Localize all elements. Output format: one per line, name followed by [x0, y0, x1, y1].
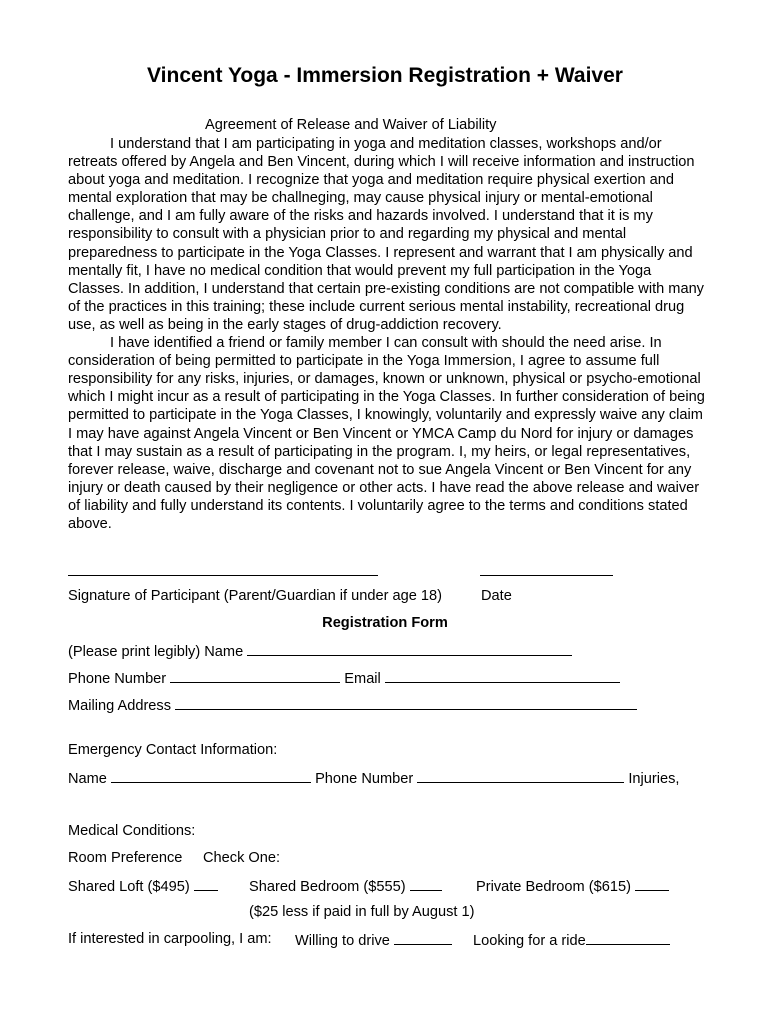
looking-ride-label: Looking for a ride — [473, 933, 586, 949]
date-label: Date — [481, 588, 512, 604]
private-bedroom-checkbox[interactable] — [635, 877, 669, 891]
check-one-label: Check One: — [203, 850, 281, 866]
looking-ride-option — [473, 931, 670, 949]
emergency-heading: Emergency Contact Information: — [68, 742, 278, 758]
phone-field[interactable] — [170, 669, 340, 683]
private-bedroom-option — [476, 877, 669, 895]
email-field[interactable] — [385, 669, 620, 683]
shared-bedroom-option — [249, 877, 442, 895]
waiver-body — [68, 135, 708, 533]
mailing-row — [68, 696, 637, 714]
signature-line[interactable] — [68, 575, 378, 576]
willing-drive-field[interactable] — [394, 931, 452, 945]
shared-loft-checkbox[interactable] — [194, 877, 218, 891]
medical-label: Medical Conditions: — [68, 823, 196, 839]
mailing-field[interactable] — [175, 696, 637, 710]
looking-ride-field[interactable] — [586, 931, 670, 945]
emergency-phone-label: Phone Number — [315, 771, 414, 787]
registration-title: Registration Form — [322, 615, 448, 631]
phone-email-row — [68, 669, 620, 687]
shared-bedroom-checkbox[interactable] — [410, 877, 442, 891]
carpool-label: If interested in carpooling, I am: — [68, 931, 272, 947]
waiver-heading: Agreement of Release and Waiver of Liability — [205, 117, 497, 133]
injuries-label: Injuries, — [628, 771, 680, 787]
emergency-name-field[interactable] — [111, 769, 311, 783]
shared-loft-option — [68, 877, 218, 895]
email-label: Email — [344, 671, 381, 687]
discount-note: ($25 less if paid in full by August 1) — [249, 904, 475, 920]
shared-bedroom-label: Shared Bedroom ($555) — [249, 879, 406, 895]
waiver-paragraph-2: I have identified a friend or family member I can consult with should the need arise. In consideration of being permitted to participate in the Yoga Immersion, I agree to assume full responsibility for any risks, injuries, or damages, known or unknown, physical or psycho-emotional which I might incur as a result of participating in the Yoga Classes. In further consideration of being permitted to participate in the Yoga Classes, I knowingly, voluntarily and expressly waive any claim I may have against Angela Vincent or Ben Vincent or YMCA Camp du Nord for injury or damages that I may sustain as a result of participating in the program. I, my heirs, or legal representatives, forever release, waive, discharge and covenant not to sue Angela Vincent or Ben Vincent for any injury or death caused by their negligence or other acts. I have read the above release and waiver of liability and fully understand its contents. I voluntarily agree to the terms and conditions stated above. — [68, 335, 705, 532]
name-label: (Please print legibly) Name — [68, 644, 244, 660]
mailing-label: Mailing Address — [68, 698, 172, 714]
document-title: Vincent Yoga - Immersion Registration + Waiver — [147, 64, 623, 87]
private-bedroom-label: Private Bedroom ($615) — [476, 879, 631, 895]
emergency-phone-field[interactable] — [417, 769, 624, 783]
signature-label: Signature of Participant (Parent/Guardian if under age 18) — [68, 588, 442, 604]
willing-drive-option — [295, 931, 452, 949]
name-field[interactable] — [247, 642, 572, 656]
emergency-row — [68, 769, 679, 787]
date-line[interactable] — [480, 575, 613, 576]
name-row — [68, 642, 572, 660]
phone-label: Phone Number — [68, 671, 167, 687]
waiver-paragraph-1: I understand that I am participating in yoga and meditation classes, workshops and/or retreats offered by Angela and Ben Vincent, during which I will receive information and instruction about yoga and meditation. I recognize that yoga and meditation require physical exertion and mental exploration that may be challneging, may cause physical injury or mental-emotional challenge, and I am fully aware of the risks and hazards involved. I understand that it is my responsibility to consult with a physician prior to and regarding my physical and mental preparedness to participate in the Yoga Classes. I represent and warrant that I am physically and mentally fit, I have no medical condition that would prevent my full participation in the Yoga Classes. In addition, I understand that certain pre-existing conditions are not compatible with many of the practices in this training; these include current serious mental instability, recreational drug use, as well as being in the early stages of drug-addiction recovery. — [68, 136, 704, 333]
room-pref-label: Room Preference — [68, 850, 183, 866]
shared-loft-label: Shared Loft ($495) — [68, 879, 190, 895]
emergency-name-label: Name — [68, 771, 107, 787]
willing-drive-label: Willing to drive — [295, 933, 390, 949]
